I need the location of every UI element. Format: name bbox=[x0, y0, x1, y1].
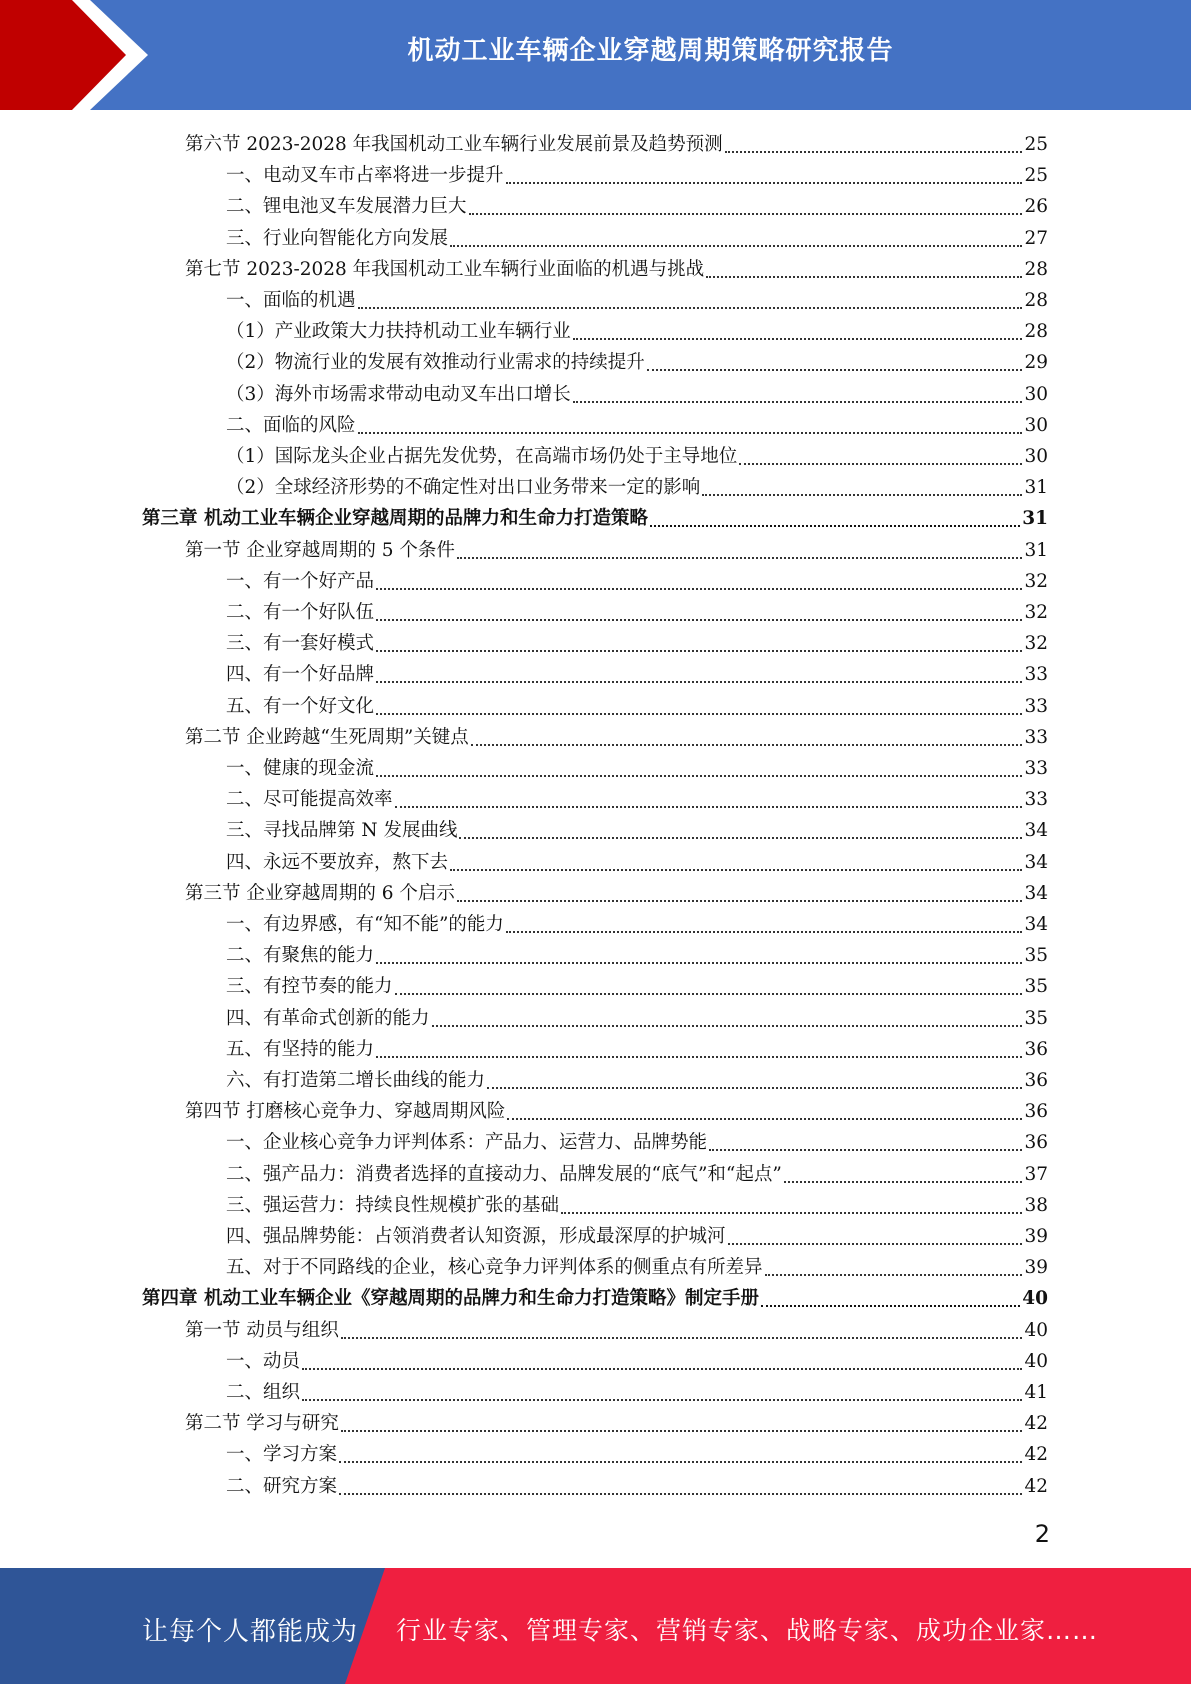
footer-band bbox=[0, 1568, 1191, 1684]
toc-entry-title: 第一节 动员与组织 bbox=[185, 1319, 339, 1341]
toc-entry[interactable] bbox=[226, 1375, 1048, 1406]
toc-entry-page: 35 bbox=[1024, 945, 1048, 967]
toc-leader-dots bbox=[650, 524, 1020, 527]
toc-entry-page: 25 bbox=[1024, 165, 1048, 187]
toc-leader-dots bbox=[339, 1460, 1022, 1463]
toc-entry-page: 41 bbox=[1024, 1382, 1048, 1403]
toc-entry-page: 33 bbox=[1024, 789, 1048, 811]
toc-leader-dots bbox=[647, 368, 1023, 371]
toc-entry[interactable] bbox=[226, 595, 1048, 626]
toc-entry-title: 四、有一个好品牌 bbox=[226, 664, 375, 686]
toc-entry-title: 三、有控节奏的能力 bbox=[226, 976, 393, 998]
toc-entry-page: 42 bbox=[1024, 1444, 1048, 1466]
toc-entry-page: 36 bbox=[1024, 1101, 1048, 1123]
toc-leader-dots bbox=[709, 1148, 1022, 1151]
toc-entry-page: 42 bbox=[1024, 1413, 1048, 1435]
toc-entry-title: 三、行业向智能化方向发展 bbox=[226, 227, 449, 249]
toc-entry[interactable] bbox=[185, 876, 1048, 907]
toc-entry[interactable] bbox=[226, 1469, 1048, 1500]
toc-entry[interactable] bbox=[226, 439, 1048, 470]
toc-entry[interactable] bbox=[226, 345, 1048, 376]
toc-entry-title: （3）海外市场需求带动电动叉车出口增长 bbox=[226, 383, 571, 405]
toc-entry[interactable] bbox=[226, 813, 1048, 844]
toc-leader-dots bbox=[457, 556, 1023, 559]
toc-entry-page: 40 bbox=[1022, 1288, 1048, 1310]
toc-leader-dots bbox=[507, 1117, 1022, 1120]
toc-leader-dots bbox=[341, 1336, 1023, 1339]
toc-entry[interactable] bbox=[226, 408, 1048, 439]
toc-leader-dots bbox=[506, 930, 1023, 933]
toc-entry[interactable] bbox=[226, 189, 1048, 220]
toc-entry-title: （1）产业政策大力扶持机动工业车辆行业 bbox=[226, 321, 571, 343]
toc-entry-page: 31 bbox=[1024, 477, 1048, 499]
toc-entry-title: 二、面临的风险 bbox=[226, 414, 356, 436]
toc-entry-page: 30 bbox=[1024, 414, 1048, 436]
toc-entry[interactable] bbox=[185, 533, 1048, 564]
toc-entry-title: 第二节 学习与研究 bbox=[185, 1413, 339, 1435]
toc-entry-title: （2）全球经济形势的不确定性对出口业务带来一定的影响 bbox=[226, 477, 701, 499]
toc-entry-title: 四、永远不要放弃，熬下去 bbox=[226, 851, 449, 873]
toc-entry[interactable] bbox=[226, 1125, 1048, 1156]
toc-entry-title: 五、有坚持的能力 bbox=[226, 1038, 375, 1060]
toc-leader-dots bbox=[506, 181, 1023, 184]
toc-entry-page: 32 bbox=[1024, 633, 1048, 655]
toc-entry[interactable] bbox=[226, 938, 1048, 969]
toc-entry-page: 27 bbox=[1024, 227, 1048, 249]
toc-leader-dots bbox=[765, 1273, 1023, 1276]
toc-entry[interactable] bbox=[226, 626, 1048, 657]
toc-entry-title: 第一节 企业穿越周期的 5 个条件 bbox=[185, 539, 455, 561]
toc-entry-title: 一、电动叉车市占率将进一步提升 bbox=[226, 165, 504, 187]
toc-leader-dots bbox=[728, 1242, 1023, 1245]
toc-entry-page: 26 bbox=[1024, 196, 1048, 218]
toc-entry-page: 29 bbox=[1024, 352, 1048, 374]
toc-entry[interactable] bbox=[226, 314, 1048, 345]
toc-entry[interactable] bbox=[185, 1406, 1048, 1437]
toc-entry-page: 36 bbox=[1024, 1038, 1048, 1060]
page-title: 机动工业车辆企业穿越周期策略研究报告 bbox=[407, 36, 894, 66]
toc-leader-dots bbox=[339, 1492, 1022, 1495]
toc-entry[interactable] bbox=[226, 1032, 1048, 1063]
toc-entry-page: 33 bbox=[1024, 726, 1048, 748]
toc-entry-page: 36 bbox=[1024, 1070, 1048, 1091]
toc-leader-dots bbox=[761, 1304, 1020, 1307]
toc-leader-dots bbox=[459, 836, 1022, 839]
toc-entry-page: 34 bbox=[1024, 851, 1048, 873]
toc-entry-title: 三、强运营力：持续良性规模扩张的基础 bbox=[226, 1194, 560, 1216]
toc-entry-title: 二、锂电池叉车发展潜力巨大 bbox=[226, 196, 467, 218]
toc-entry-title: 第七节 2023-2028 年我国机动工业车辆行业面临的机遇与挑战 bbox=[185, 258, 705, 280]
toc-entry[interactable] bbox=[185, 252, 1048, 283]
toc-entry-page: 37 bbox=[1024, 1163, 1048, 1185]
toc-entry-page: 33 bbox=[1024, 664, 1048, 686]
toc-entry-title: 二、有一个好队伍 bbox=[226, 602, 375, 623]
toc-entry-title: 一、健康的现金流 bbox=[226, 758, 375, 779]
toc-leader-dots bbox=[784, 1180, 1023, 1183]
toc-entry-page: 28 bbox=[1024, 321, 1048, 343]
toc-leader-dots bbox=[376, 618, 1022, 621]
toc-entry[interactable] bbox=[226, 969, 1048, 1000]
toc-entry-page: 32 bbox=[1024, 570, 1048, 592]
toc-leader-dots bbox=[573, 337, 1023, 340]
toc-entry-title: 一、有一个好产品 bbox=[226, 570, 375, 592]
toc-entry[interactable] bbox=[226, 1157, 1048, 1188]
toc-entry-page: 28 bbox=[1024, 258, 1048, 280]
toc-entry-page: 33 bbox=[1024, 695, 1048, 717]
toc-entry[interactable] bbox=[226, 1188, 1048, 1219]
toc-entry[interactable] bbox=[226, 221, 1048, 252]
toc-entry-title: 三、有一套好模式 bbox=[226, 633, 375, 655]
toc-entry[interactable] bbox=[226, 1250, 1048, 1281]
toc-entry[interactable] bbox=[226, 1437, 1048, 1468]
toc-leader-dots bbox=[302, 1398, 1022, 1401]
toc-leader-dots bbox=[395, 805, 1023, 808]
toc-entry-page: 30 bbox=[1024, 383, 1048, 405]
toc-entry-title: （2）物流行业的发展有效推动行业需求的持续提升 bbox=[226, 352, 645, 374]
toc-entry-title: 五、有一个好文化 bbox=[226, 695, 375, 717]
toc-leader-dots bbox=[376, 774, 1022, 777]
toc-leader-dots bbox=[739, 462, 1022, 465]
toc-entry[interactable] bbox=[226, 907, 1048, 938]
toc-entry-title: 二、有聚焦的能力 bbox=[226, 945, 375, 967]
toc-entry-page: 33 bbox=[1024, 758, 1048, 779]
toc-leader-dots bbox=[702, 493, 1022, 496]
toc-entry-title: 五、对于不同路线的企业，核心竞争力评判体系的侧重点有所差异 bbox=[226, 1257, 763, 1279]
toc-entry[interactable] bbox=[185, 1094, 1048, 1125]
toc-entry-title: 一、有边界感，有“知不能”的能力 bbox=[226, 914, 504, 935]
toc-entry-page: 40 bbox=[1024, 1350, 1048, 1372]
toc-leader-dots bbox=[395, 992, 1023, 995]
toc-entry-title: 三、寻找品牌第 N 发展曲线 bbox=[226, 820, 458, 842]
toc-entry-page: 42 bbox=[1024, 1475, 1048, 1497]
toc-leader-dots bbox=[376, 587, 1022, 590]
footer-slogan-right: 行业专家、管理专家、营销专家、战略专家、成功企业家…… bbox=[396, 1616, 1099, 1645]
toc-leader-dots bbox=[376, 1055, 1022, 1058]
page-number: 2 bbox=[1034, 1520, 1050, 1548]
toc-entry-page: 35 bbox=[1024, 1007, 1048, 1029]
toc-entry-page: 38 bbox=[1024, 1194, 1048, 1216]
toc-leader-dots bbox=[450, 244, 1022, 247]
toc-entry-title: 一、学习方案 bbox=[226, 1444, 338, 1466]
toc-entry-title: 二、组织 bbox=[226, 1382, 301, 1403]
toc-entry[interactable] bbox=[142, 501, 1048, 532]
toc-entry-title: 四、有革命式创新的能力 bbox=[226, 1007, 430, 1029]
toc-leader-dots bbox=[432, 1024, 1023, 1027]
toc-entry-page: 35 bbox=[1024, 976, 1048, 998]
toc-entry-title: 一、面临的机遇 bbox=[226, 290, 356, 311]
toc-entry[interactable] bbox=[226, 1063, 1048, 1094]
toc-entry[interactable] bbox=[226, 751, 1048, 782]
toc-entry-page: 34 bbox=[1024, 820, 1048, 842]
toc-entry-title: 第四节 打磨核心竞争力、穿越周期风险 bbox=[185, 1101, 506, 1123]
toc-entry-page: 40 bbox=[1024, 1319, 1048, 1341]
footer-slogan-left: 让每个人都能成为 bbox=[142, 1617, 359, 1647]
toc-entry[interactable] bbox=[226, 657, 1048, 688]
header-arrow-decoration bbox=[0, 0, 150, 110]
toc-entry-title: 第四章 机动工业车辆企业《穿越周期的品牌力和生命力打造策略》制定手册 bbox=[142, 1288, 759, 1310]
toc-entry-title: 一、动员 bbox=[226, 1350, 301, 1372]
toc-entry-page: 30 bbox=[1024, 446, 1048, 467]
toc-leader-dots bbox=[561, 1211, 1022, 1214]
toc-entry-title: 第三章 机动工业车辆企业穿越周期的品牌力和生命力打造策略 bbox=[142, 508, 648, 530]
toc-entry-page: 31 bbox=[1022, 508, 1048, 530]
toc-entry[interactable] bbox=[226, 782, 1048, 813]
toc-entry[interactable] bbox=[185, 1313, 1048, 1344]
toc-entry[interactable] bbox=[226, 1001, 1048, 1032]
toc-leader-dots bbox=[706, 275, 1022, 278]
toc-leader-dots bbox=[457, 899, 1023, 902]
toc-entry-title: （1）国际龙头企业占据先发优势，在高端市场仍处于主导地位 bbox=[226, 446, 738, 467]
toc-entry-title: 六、有打造第二增长曲线的能力 bbox=[226, 1070, 486, 1091]
toc-entry-page: 39 bbox=[1024, 1226, 1048, 1247]
toc-entry-page: 32 bbox=[1024, 602, 1048, 623]
toc-entry-title: 第六节 2023-2028 年我国机动工业车辆行业发展前景及趋势预测 bbox=[185, 134, 723, 155]
toc-leader-dots bbox=[376, 712, 1022, 715]
toc-leader-dots bbox=[469, 212, 1023, 215]
toc-entry-title: 二、尽可能提高效率 bbox=[226, 789, 393, 811]
toc-leader-dots bbox=[376, 649, 1022, 652]
toc-entry-title: 第三节 企业穿越周期的 6 个启示 bbox=[185, 882, 455, 904]
toc-entry-page: 39 bbox=[1024, 1257, 1048, 1279]
toc-entry-title: 二、强产品力：消费者选择的直接动力、品牌发展的“底气”和“起点” bbox=[226, 1163, 782, 1185]
toc-entry-page: 34 bbox=[1024, 914, 1048, 935]
toc-entry-page: 34 bbox=[1024, 882, 1048, 904]
toc-entry-page: 36 bbox=[1024, 1132, 1048, 1154]
toc-leader-dots bbox=[358, 306, 1023, 309]
toc-entry-page: 25 bbox=[1024, 134, 1048, 155]
toc-leader-dots bbox=[341, 1429, 1023, 1432]
toc-leader-dots bbox=[573, 400, 1023, 403]
toc-leader-dots bbox=[376, 961, 1022, 964]
toc-leader-dots bbox=[376, 680, 1022, 683]
toc-entry-title: 一、企业核心竞争力评判体系：产品力、运营力、品牌势能 bbox=[226, 1132, 708, 1154]
toc-leader-dots bbox=[358, 431, 1023, 434]
toc-entry[interactable] bbox=[226, 689, 1048, 720]
toc-entry[interactable] bbox=[185, 127, 1048, 158]
toc-entry-page: 28 bbox=[1024, 290, 1048, 311]
toc-entry-title: 四、强品牌势能：占领消费者认知资源，形成最深厚的护城河 bbox=[226, 1226, 726, 1247]
toc-entry-page: 31 bbox=[1024, 539, 1048, 561]
toc-entry[interactable] bbox=[142, 1281, 1048, 1312]
toc-entry[interactable] bbox=[226, 845, 1048, 876]
toc-entry[interactable] bbox=[226, 470, 1048, 501]
toc-entry[interactable] bbox=[226, 564, 1048, 595]
toc-entry[interactable] bbox=[226, 1219, 1048, 1250]
toc-leader-dots bbox=[487, 1086, 1022, 1089]
toc-entry[interactable] bbox=[226, 377, 1048, 408]
toc-leader-dots bbox=[725, 150, 1023, 153]
toc-entry[interactable] bbox=[226, 158, 1048, 189]
toc-entry[interactable] bbox=[226, 1344, 1048, 1375]
toc-leader-dots bbox=[450, 868, 1022, 871]
toc-entry[interactable] bbox=[185, 720, 1048, 751]
header-band bbox=[0, 0, 1191, 110]
toc-leader-dots bbox=[471, 743, 1023, 746]
toc-entry[interactable] bbox=[226, 283, 1048, 314]
toc-entry-title: 第二节 企业跨越“生死周期”关键点 bbox=[185, 726, 469, 748]
toc-leader-dots bbox=[302, 1367, 1022, 1370]
toc-entry-title: 二、研究方案 bbox=[226, 1475, 338, 1497]
